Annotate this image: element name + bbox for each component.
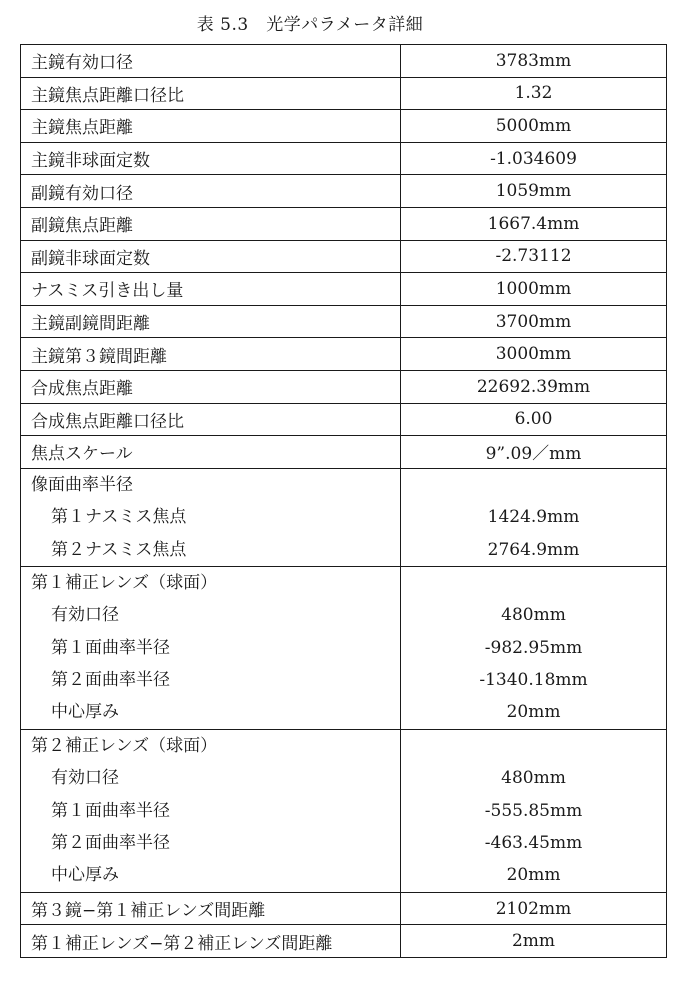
table-group-row (21, 729, 667, 892)
parameter-label: 合成焦点距離 (21, 370, 401, 403)
sub-parameter-label: 有効口径 (51, 605, 119, 626)
parameter-label: 主鏡第３鏡間距離 (21, 338, 401, 371)
parameter-label: 副鏡非球面定数 (21, 240, 401, 273)
parameter-label: 主鏡副鏡間距離 (21, 305, 401, 338)
table-group-row (21, 566, 667, 729)
parameter-value: 2mm (401, 925, 667, 958)
table-row (21, 142, 667, 175)
parameter-value: 9”.09／mm (401, 436, 667, 469)
table-row (21, 925, 667, 958)
sub-parameter-label: 中心厚み (51, 702, 119, 723)
parameter-label: ナスミス引き出し量 (21, 273, 401, 306)
sub-parameter-value: 480mm (501, 768, 566, 789)
group-title: 第２補正レンズ（球面） (31, 735, 218, 756)
parameter-label: 副鏡有効口径 (21, 175, 401, 208)
parameter-value: 3783mm (401, 45, 667, 78)
parameter-value: 6.00 (401, 403, 667, 436)
group-value-cell (401, 566, 667, 729)
sub-parameter-value: 2764.9mm (487, 539, 580, 560)
sub-parameter-label: 有効口径 (51, 768, 119, 789)
table-caption: 表 5.3 光学パラメータ詳細 (196, 15, 424, 35)
parameter-value: 2102mm (401, 892, 667, 925)
parameter-label: 第１補正レンズ−第２補正レンズ間距離 (21, 925, 401, 958)
table-row (21, 436, 667, 469)
sub-parameter-value: -1340.18mm (479, 670, 588, 691)
sub-parameter-value: 20mm (506, 865, 561, 886)
parameter-value: 1667.4mm (401, 207, 667, 240)
sub-parameter-label: 第１ナスミス焦点 (51, 507, 187, 528)
parameter-label: 主鏡焦点距離 (21, 110, 401, 143)
parameter-value: 3700mm (401, 305, 667, 338)
group-title: 像面曲率半径 (31, 474, 133, 495)
table-row (21, 403, 667, 436)
parameter-value: 3000mm (401, 338, 667, 371)
group-value-cell (401, 729, 667, 892)
parameter-value: 5000mm (401, 110, 667, 143)
sub-parameter-value: 1424.9mm (487, 507, 580, 528)
sub-parameter-label: 第１面曲率半径 (51, 800, 170, 821)
group-title-spacer (401, 567, 666, 599)
sub-parameter-value: 20mm (506, 702, 561, 723)
table-row (21, 77, 667, 110)
parameter-value: -2.73112 (401, 240, 667, 273)
group-value-cell (401, 468, 667, 566)
group-title-spacer (401, 469, 666, 501)
parameter-value: 1000mm (401, 273, 667, 306)
parameter-value: 22692.39mm (401, 370, 667, 403)
table-row (21, 370, 667, 403)
sub-parameter-value: 480mm (501, 605, 566, 626)
parameter-label: 主鏡有効口径 (21, 45, 401, 78)
table-row (21, 207, 667, 240)
table-group-row (21, 468, 667, 566)
table-row (21, 338, 667, 371)
table-row (21, 273, 667, 306)
parameter-label: 焦点スケール (21, 436, 401, 469)
group-label-cell (21, 729, 401, 892)
parameter-label: 主鏡焦点距離口径比 (21, 77, 401, 110)
group-label-cell (21, 566, 401, 729)
table-row (21, 240, 667, 273)
sub-parameter-label: 第２ナスミス焦点 (51, 539, 187, 560)
sub-parameter-value: -555.85mm (484, 800, 583, 821)
sub-parameter-label: 中心厚み (51, 865, 119, 886)
table-row (21, 305, 667, 338)
parameter-label: 第３鏡−第１補正レンズ間距離 (21, 892, 401, 925)
parameter-value: -1.034609 (401, 142, 667, 175)
group-title: 第１補正レンズ（球面） (31, 572, 218, 593)
sub-parameter-value: -463.45mm (484, 833, 583, 854)
group-label-cell (21, 468, 401, 566)
sub-parameter-value: -982.95mm (484, 637, 583, 658)
sub-parameter-label: 第２面曲率半径 (51, 670, 170, 691)
parameter-value: 1059mm (401, 175, 667, 208)
table-row (21, 45, 667, 78)
parameter-value: 1.32 (401, 77, 667, 110)
parameter-label: 合成焦点距離口径比 (21, 403, 401, 436)
parameter-label: 副鏡焦点距離 (21, 207, 401, 240)
group-title-spacer (401, 730, 666, 762)
table-row (21, 892, 667, 925)
table-row (21, 175, 667, 208)
sub-parameter-label: 第２面曲率半径 (51, 833, 170, 854)
sub-parameter-label: 第１面曲率半径 (51, 637, 170, 658)
optical-parameters-table (20, 44, 667, 958)
parameter-label: 主鏡非球面定数 (21, 142, 401, 175)
table-row (21, 110, 667, 143)
